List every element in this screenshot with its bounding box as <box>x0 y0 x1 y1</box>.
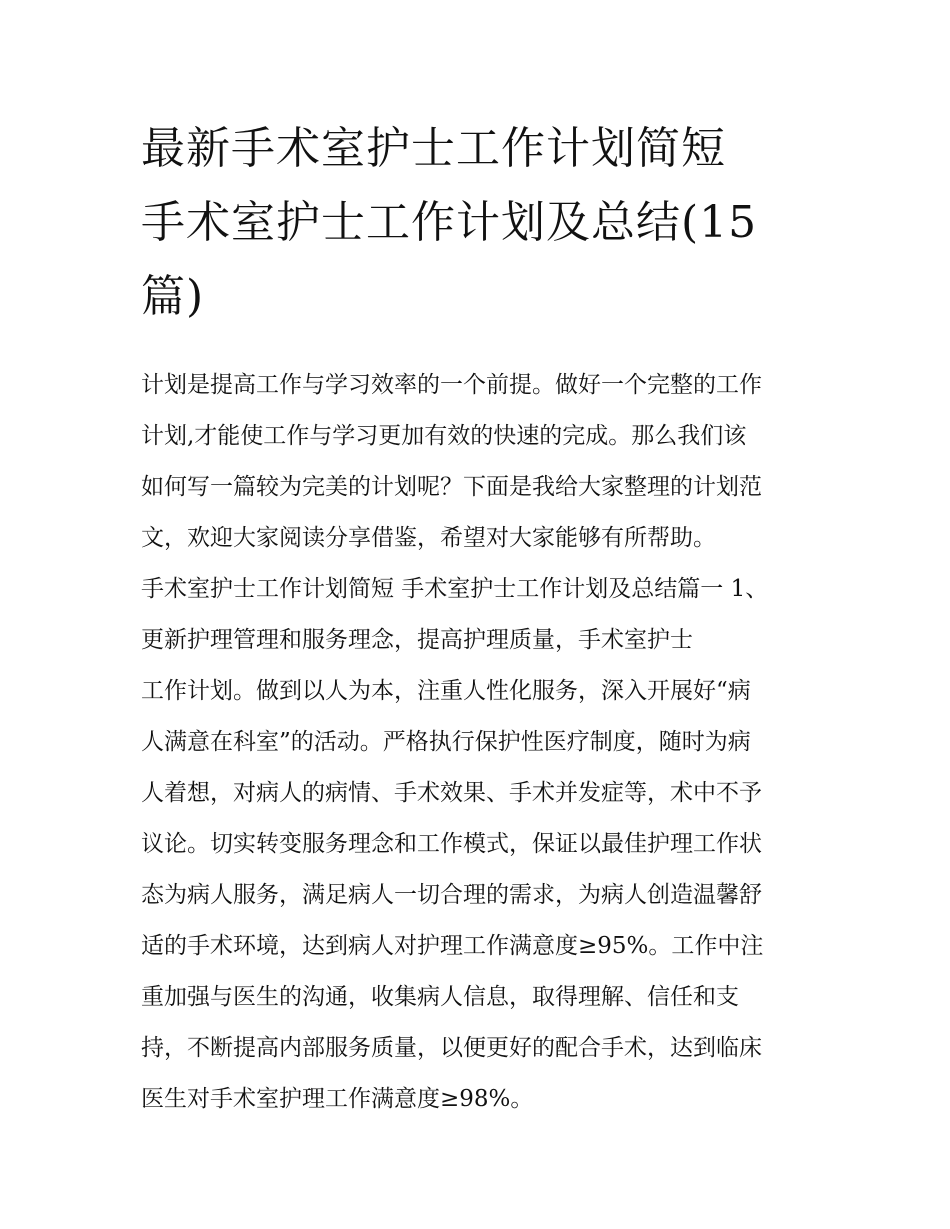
intro-paragraph <box>141 360 813 564</box>
text-line: 工作计划。做到以人为本，注重人性化服务，深入开展好“病 <box>141 678 751 704</box>
text-line: 议论。切实转变服务理念和工作模式，保证以最佳护理工作状 <box>141 831 762 857</box>
title-line: 篇) <box>141 271 205 322</box>
text-line: 文，欢迎大家阅读分享借鉴，希望对大家能够有所帮助。 <box>141 525 716 551</box>
title-line: 最新手术室护士工作计划简短 <box>141 123 726 174</box>
text-line: 如何写一篇较为完美的计划呢？下面是我给大家整理的计划范 <box>141 474 762 500</box>
document-title <box>141 112 813 334</box>
text-line: 重加强与医生的沟通，收集病人信息，取得理解、信任和支 <box>141 984 739 1010</box>
text-line: 计划,才能使工作与学习更加有效的快速的完成。那么我们该 <box>141 423 747 449</box>
section-paragraph <box>141 564 813 1125</box>
text-line: 适的手术环境，达到病人对护理工作满意度≥95%。工作中注 <box>141 933 764 959</box>
text-line: 计划是提高工作与学习效率的一个前提。做好一个完整的工作 <box>141 372 762 398</box>
document-content <box>141 112 813 1125</box>
document-body <box>141 360 813 1125</box>
title-line: 手术室护士工作计划及总结(15 <box>141 197 758 248</box>
text-line: 持，不断提高内部服务质量，以便更好的配合手术，达到临床 <box>141 1035 762 1061</box>
text-line: 医生对手术室护理工作满意度≥98%。 <box>141 1086 534 1112</box>
text-line: 手术室护士工作计划简短 手术室护士工作计划及总结篇一 1、 <box>141 576 769 602</box>
text-line: 人满意在科室”的活动。严格执行保护性医疗制度，随时为病 <box>141 729 751 755</box>
text-line: 态为病人服务，满足病人一切合理的需求，为病人创造温馨舒 <box>141 882 762 908</box>
text-line: 人着想，对病人的病情、手术效果、手术并发症等，术中不予 <box>141 780 762 806</box>
text-line: 更新护理管理和服务理念，提高护理质量，手术室护士 <box>141 627 693 653</box>
